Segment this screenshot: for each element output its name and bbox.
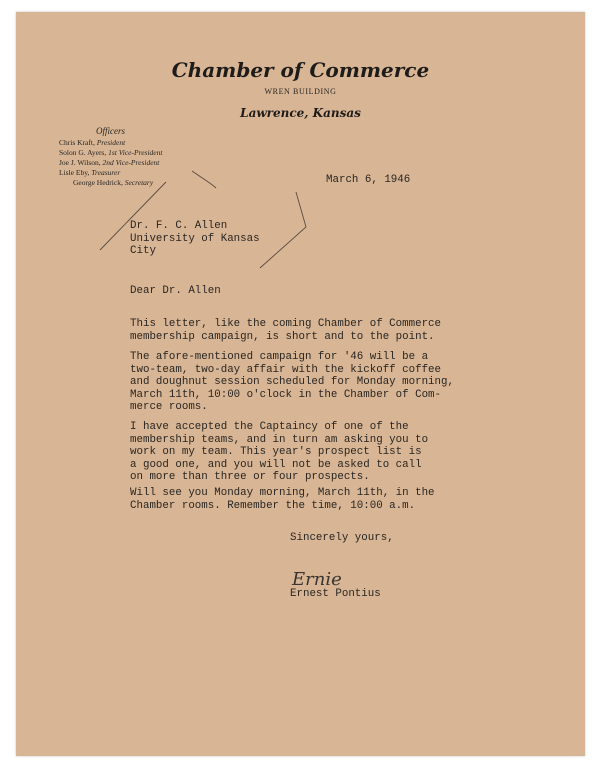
officer-title: Secretary [124, 178, 154, 187]
building-name: WREN BUILDING [264, 87, 337, 96]
officer-line [59, 138, 125, 148]
officer-title: President [96, 138, 126, 147]
body-line: a good one, and you will not be asked to call [130, 458, 422, 471]
closing: Sincerely yours, [290, 532, 394, 544]
salutation: Dear Dr. Allen [130, 285, 221, 297]
letter-page [16, 12, 585, 756]
body-line: membership campaign, is short and to the point. [130, 330, 435, 343]
officer-line [59, 158, 159, 168]
body-line: and doughnut session scheduled for Monday morning, [130, 376, 454, 389]
officer-line [73, 178, 153, 188]
officer-name: Solon G. Ayers, [59, 148, 107, 157]
body-line: on more than three or four prospects. [130, 471, 370, 484]
signer-name: Ernest Pontius [290, 588, 381, 600]
recipient-city: City [130, 245, 156, 258]
city-name: Lawrence, Kansas [240, 106, 361, 120]
body-line: Will see you Monday morning, March 11th, in the [130, 487, 435, 499]
officer-name: Joe J. Wilson, [59, 158, 101, 167]
letter-date: March 6, 1946 [326, 174, 411, 186]
body-line: merce rooms. [130, 401, 208, 414]
body-paragraph-2 [130, 351, 470, 414]
organization-name: Chamber of Commerce [171, 58, 430, 82]
recipient-address [130, 220, 260, 258]
body-line: The afore-mentioned campaign for '46 will be a [130, 351, 429, 363]
body-line: This letter, like the coming Chamber of Commerce [130, 318, 442, 330]
body-paragraph-4 [130, 487, 470, 512]
fold-line-top [192, 171, 216, 188]
recipient-name: Dr. F. C. Allen [130, 220, 228, 232]
signature: Ernie [292, 569, 342, 590]
officer-line [59, 148, 162, 158]
recipient-institution: University of Kansas [130, 232, 260, 245]
officer-title: Treasurer [91, 168, 121, 177]
officer-title: 2nd Vice-President [102, 158, 160, 167]
officer-line [59, 168, 120, 178]
body-paragraph-1 [130, 318, 470, 343]
body-line: Chamber rooms. Remember the time, 10:00 a.m. [130, 499, 416, 512]
body-line: March 11th, 10:00 o'clock in the Chamber of Com- [130, 388, 442, 401]
body-line: two-team, two-day affair with the kickoff coffee [130, 363, 442, 376]
officer-title: 1st Vice-President [108, 148, 163, 157]
body-line: work on my team. This year's prospect list is [130, 446, 422, 459]
body-line: membership teams, and in turn am asking you to [130, 433, 429, 446]
officer-name: Lisle Eby, [59, 168, 90, 177]
officers-heading: Officers [96, 126, 125, 136]
officer-name: George Hedrick, [73, 178, 123, 187]
fold-line-right [260, 192, 306, 268]
officer-name: Chris Kraft, [59, 138, 95, 147]
body-line: I have accepted the Captaincy of one of the [130, 421, 409, 433]
body-paragraph-3 [130, 421, 470, 484]
